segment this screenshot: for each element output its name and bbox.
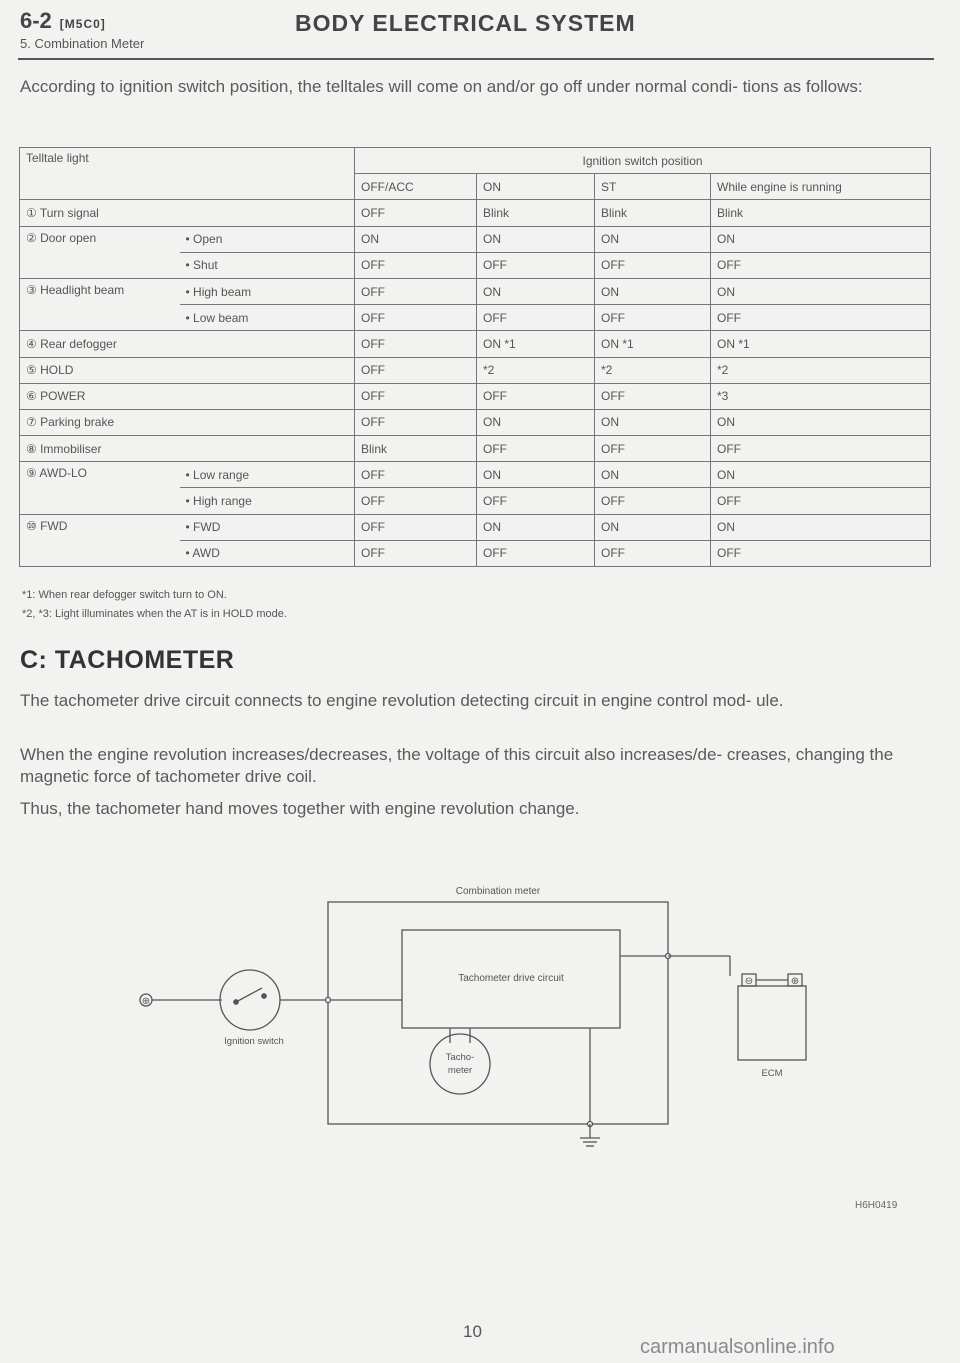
- telltale-condition: • Open: [180, 226, 355, 252]
- telltale-condition: • FWD: [180, 514, 355, 540]
- telltale-state: OFF: [355, 488, 477, 514]
- telltale-name: ② Door open: [20, 226, 180, 278]
- section-code-tag: [M5C0]: [59, 17, 106, 31]
- header-rule: [18, 58, 934, 60]
- header-position-1: ON: [477, 174, 595, 200]
- telltale-state: ON: [711, 514, 931, 540]
- page-number: 10: [463, 1322, 482, 1341]
- table-row: [20, 514, 931, 540]
- telltale-state: ON: [477, 409, 595, 435]
- telltale-name: ⑨ AWD-LO: [20, 462, 180, 514]
- minus-symbol: ⊖: [744, 976, 754, 987]
- telltale-state: OFF: [477, 305, 595, 331]
- telltale-state: Blink: [355, 436, 477, 462]
- paragraph-3: Thus, the tachometer hand moves together with engine revolution change.: [20, 799, 580, 818]
- telltale-state: OFF: [595, 383, 711, 409]
- telltale-state: OFF: [711, 488, 931, 514]
- intro-paragraph: According to ignition switch position, the telltales will come on and/or go off under normal condi- tions as follows:: [20, 77, 863, 96]
- ignition-switch-symbol: [220, 970, 280, 1030]
- table-row: [20, 226, 931, 252]
- note-2: *2, *3: Light illuminates when the AT is in HOLD mode.: [22, 608, 287, 620]
- telltale-state: ON: [477, 278, 595, 304]
- telltale-name: ⑩ FWD: [20, 514, 180, 566]
- telltale-state: ON *1: [595, 331, 711, 357]
- telltale-state: OFF: [595, 488, 711, 514]
- chapter-subtitle: 5. Combination Meter: [20, 36, 145, 51]
- table-row: [20, 409, 931, 435]
- telltale-state: OFF: [355, 540, 477, 566]
- telltale-state: ON: [711, 409, 931, 435]
- telltale-state: OFF: [355, 409, 477, 435]
- telltale-state: OFF: [477, 252, 595, 278]
- table-row: [20, 436, 931, 462]
- telltale-condition: • AWD: [180, 540, 355, 566]
- section-heading: C: TACHOMETER: [20, 646, 235, 674]
- telltale-state: OFF: [595, 436, 711, 462]
- telltale-state: ON: [595, 462, 711, 488]
- telltale-state: OFF: [711, 540, 931, 566]
- telltale-state: ON: [595, 226, 711, 252]
- telltale-state: OFF: [711, 305, 931, 331]
- drive-circuit-label: Tachometer drive circuit: [458, 973, 564, 984]
- telltale-condition: • High beam: [180, 278, 355, 304]
- telltale-state: *2: [595, 357, 711, 383]
- telltale-state: Blink: [595, 200, 711, 226]
- table-row: [20, 462, 931, 488]
- tachometer-label-2: meter: [447, 1065, 473, 1076]
- telltale-state: OFF: [355, 200, 477, 226]
- telltale-state: OFF: [595, 305, 711, 331]
- plus-symbol: ⊕: [141, 996, 151, 1007]
- telltale-name: ⑥ POWER: [20, 383, 355, 409]
- telltale-name: ① Turn signal: [20, 200, 355, 226]
- telltale-state: OFF: [355, 462, 477, 488]
- telltale-state: ON *1: [711, 331, 931, 357]
- telltale-state: ON: [595, 409, 711, 435]
- ecm-box: [738, 986, 806, 1060]
- telltale-state: *2: [477, 357, 595, 383]
- telltale-name: ⑤ HOLD: [20, 357, 355, 383]
- ignition-switch-label: Ignition switch: [224, 1036, 284, 1047]
- tachometer-label-1: Tacho-: [445, 1052, 475, 1063]
- table-notes: [22, 586, 287, 624]
- telltale-state: OFF: [477, 436, 595, 462]
- telltale-state: Blink: [477, 200, 595, 226]
- telltale-state: OFF: [355, 357, 477, 383]
- telltale-condition: • Low beam: [180, 305, 355, 331]
- header-position-0: OFF/ACC: [355, 174, 477, 200]
- telltale-name: ⑧ Immobiliser: [20, 436, 355, 462]
- ecm-plus-symbol: ⊕: [790, 976, 800, 987]
- header-position-3: While engine is running: [711, 174, 931, 200]
- combination-meter-box: [328, 902, 668, 1124]
- telltale-state: OFF: [477, 488, 595, 514]
- telltale-state: OFF: [355, 252, 477, 278]
- telltale-name: ⑦ Parking brake: [20, 409, 355, 435]
- paragraph-2: When the engine revolution increases/decreases, the voltage of this circuit also increases/de- creases, changing the magnetic force of tachometer drive coil.: [20, 745, 894, 786]
- note-1: *1: When rear defogger switch turn to ON.: [22, 589, 227, 601]
- header-telltale-light: Telltale light: [20, 148, 355, 200]
- paragraph-1: The tachometer drive circuit connects to engine revolution detecting circuit in engine control mod- ule.: [20, 691, 784, 710]
- telltale-state: OFF: [595, 252, 711, 278]
- tachometer-circuit-diagram: [130, 880, 830, 1160]
- page-title: BODY ELECTRICAL SYSTEM: [295, 10, 636, 36]
- tachometer-symbol: [430, 1034, 490, 1094]
- telltale-state: OFF: [711, 436, 931, 462]
- telltale-state: OFF: [355, 278, 477, 304]
- header-position-2: ST: [595, 174, 711, 200]
- telltale-state: ON: [477, 226, 595, 252]
- telltale-state: ON: [711, 462, 931, 488]
- telltale-state: OFF: [355, 383, 477, 409]
- section-code: 6-2 [M5C0]: [20, 8, 106, 33]
- header-ignition-position: Ignition switch position: [355, 148, 931, 174]
- table-row: [20, 200, 931, 226]
- table-header-row: [20, 148, 931, 174]
- telltale-condition: • Low range: [180, 462, 355, 488]
- table-row: [20, 331, 931, 357]
- telltale-state: ON: [355, 226, 477, 252]
- telltale-state: Blink: [711, 200, 931, 226]
- figure-id: H6H0419: [855, 1200, 898, 1211]
- table-row: [20, 357, 931, 383]
- telltale-state: ON: [477, 514, 595, 540]
- table-row: [20, 278, 931, 304]
- telltale-name: ③ Headlight beam: [20, 278, 180, 330]
- telltale-state: ON: [711, 278, 931, 304]
- telltale-state: *2: [711, 357, 931, 383]
- combination-meter-label: Combination meter: [455, 886, 541, 897]
- telltale-state: OFF: [355, 305, 477, 331]
- telltale-state: ON *1: [477, 331, 595, 357]
- telltale-state: ON: [595, 514, 711, 540]
- telltale-state: OFF: [595, 540, 711, 566]
- table-row: [20, 383, 931, 409]
- telltale-condition: • Shut: [180, 252, 355, 278]
- telltale-state: ON: [477, 462, 595, 488]
- telltale-state: OFF: [355, 514, 477, 540]
- telltale-state: OFF: [355, 331, 477, 357]
- telltale-state: ON: [595, 278, 711, 304]
- ecm-label: ECM: [761, 1068, 783, 1079]
- telltale-state: OFF: [477, 540, 595, 566]
- telltale-table: [19, 147, 931, 567]
- telltale-state: OFF: [711, 252, 931, 278]
- telltale-name: ④ Rear defogger: [20, 331, 355, 357]
- watermark-text: carmanualsonline.info: [640, 1336, 835, 1358]
- telltale-condition: • High range: [180, 488, 355, 514]
- telltale-state: *3: [711, 383, 931, 409]
- telltale-state: OFF: [477, 383, 595, 409]
- telltale-state: ON: [711, 226, 931, 252]
